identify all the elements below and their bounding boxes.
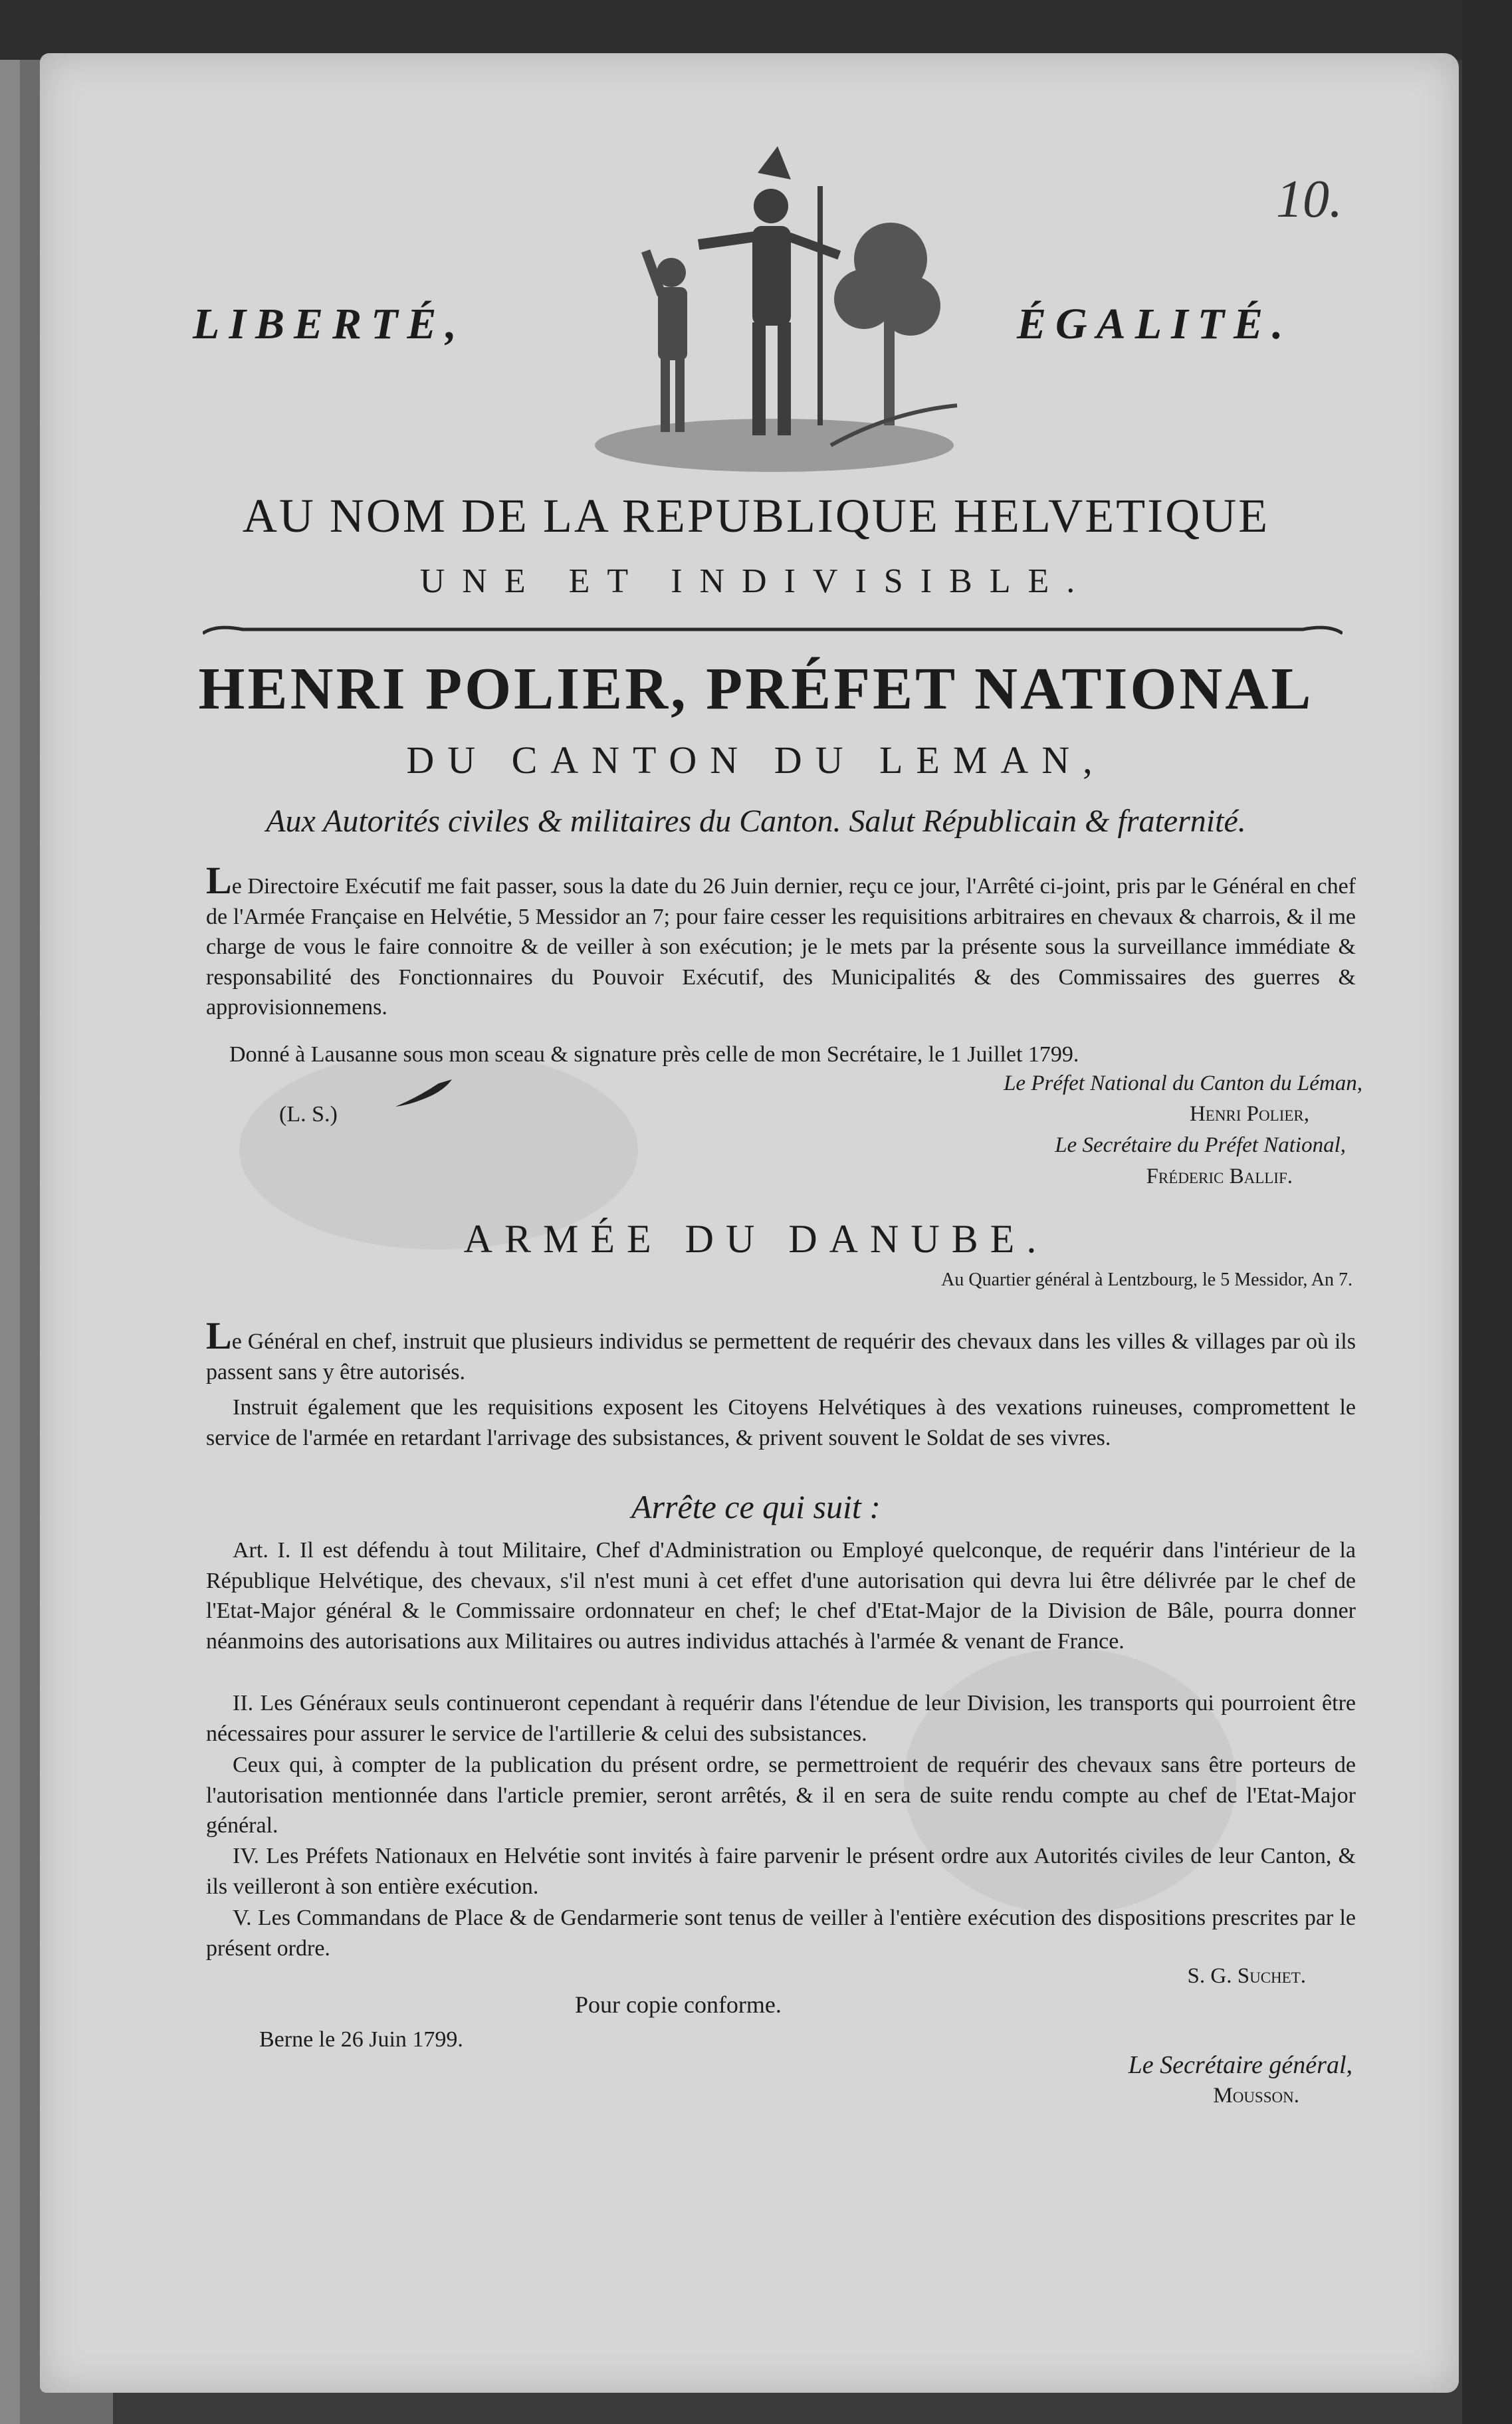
seal-mark: (L. S.): [279, 1102, 338, 1127]
prefect-signature-title: Le Préfet National du Canton du Léman,: [1004, 1071, 1362, 1095]
vignette-tree: [834, 223, 940, 425]
prefect-heading: HENRI POLIER, PRÉFET NATIONAL: [198, 656, 1314, 722]
article-2: II. Les Généraux seuls continueront cependant à requérir dans l'étendue de leur Division, les transports qui pourroient être nécessaires pour assurer le service de l'artillerie & celui des subsistances.: [206, 1691, 1356, 1746]
order-intro-paragraph: [206, 1314, 1356, 1387]
dropcap-letter: L: [206, 1314, 232, 1357]
secretary-general-name: Mousson.: [1213, 2084, 1299, 2108]
headquarters-line: Au Quartier général à Lentzbourg, le 5 Messidor, An 7.: [941, 1269, 1352, 1290]
proclamation-text: e Directoire Exécutif me fait passer, sous la date du 26 Juin dernier, reçu ce jour, l'Arrêté ci-joint, pris par le Général en chef de l'Armée Française en Helvétie, 5 Messidor an 7; pour faire cesser les requisitions arbitraires en chevaux & charrois, & il me charge de vous le faire connoitre & de veiller à son exécution; je le mets par la présente sous la surveillance immédiate & responsabilité des Fonctionnaires du Pouvoir Exécutif, des Municipalités & des Commissaires des guerres & approvisionnemens.: [206, 874, 1356, 1020]
canton-subheading: DU CANTON DU LEMAN,: [406, 738, 1106, 782]
motto-liberte: LIBERTÉ,: [193, 300, 466, 348]
scan-backdrop-top: [0, 0, 1512, 60]
prefect-signature-name: Henri Polier,: [1189, 1102, 1309, 1126]
general-signature: S. G. Suchet.: [1187, 1964, 1306, 1988]
given-at-line: Donné à Lausanne sous mon sceau & signature près celle de mon Secrétaire, le 1 Juillet 1799.: [229, 1042, 1079, 1067]
vignette-tell-and-son-illustration: [578, 133, 970, 479]
article-4: IV. Les Préfets Nationaux en Helvétie sont invités à faire parvenir le présent ordre aux Autorités civiles de leur Canton, & ils veilleront à son entière exécution.: [206, 1844, 1356, 1899]
dropcap-letter: L: [206, 859, 232, 902]
salutation-line: Aux Autorités civiles & militaires du Canton. Salut Républicain & fraternité.: [266, 804, 1246, 839]
article-3: Ceux qui, à compter de la publication du présent ordre, se permettroient de requérir des chevaux sans être porteurs de l'autorisation mentionnée dans l'article premier, seront arrêtés, & il en sera de suite rendu compte au chef de l'Etat-Major général.: [206, 1753, 1356, 1838]
indivisible-subheading: UNE ET INDIVISIBLE.: [419, 562, 1093, 600]
article-1: Art. I. Il est défendu à tout Militaire, Chef d'Administration ou Employé quelconque, de requérir dans l'intérieur de la République Helvétique, des chevaux, s'il n'est muni à cet effet d'une autorisation qui devra lui être délivrée par le chef de l'Etat-Major général & le Commissaire ordonnateur en chef; le chef d'Etat-Major de la Division de Bâle, pourra donner néanmoins des autorisations aux Militaires ou autres individus attachés à l'armée & venant de France.: [206, 1538, 1356, 1654]
page-number: 10.: [1276, 170, 1343, 229]
certified-copy-line: Pour copie conforme.: [575, 1991, 782, 2018]
ornamental-rule: [203, 621, 1343, 639]
vignette-ground: [595, 419, 954, 472]
proclamation-paragraph: [206, 859, 1356, 1023]
scan-backdrop-right: [1462, 0, 1512, 2424]
order-second-paragraph: Instruit également que les requisitions exposent les Citoyens Helvétiques à des vexations ruineuses, compromettent le service de l'armée en retardant l'arrivage des subsistances, & privent souvent le Soldat de ses vivres.: [206, 1395, 1356, 1450]
vignette-child-figure: [641, 249, 687, 432]
secretary-signature-name: Fréderic Ballif.: [1146, 1164, 1293, 1188]
scan-backdrop-edge: [0, 0, 20, 2424]
vignette-man-figure: [698, 146, 841, 435]
place-date-line: Berne le 26 Juin 1799.: [259, 2027, 463, 2052]
army-heading: ARMÉE DU DANUBE.: [463, 1217, 1049, 1261]
secretary-signature-title: Le Secrétaire du Préfet National,: [1055, 1133, 1346, 1157]
secretary-general-title: Le Secrétaire général,: [1128, 2051, 1352, 2079]
article-5: V. Les Commandans de Place & de Gendarmerie sont tenus de veiller à l'entière exécution des dispositions prescrites par le présent ordre.: [206, 1906, 1356, 1961]
republic-heading: AU NOM DE LA REPUBLIQUE HELVETIQUE: [242, 489, 1270, 542]
order-intro-text: e Général en chef, instruit que plusieurs individus se permettent de requérir des chevaux dans les villes & villages par où ils passent sans y être autorisés.: [206, 1329, 1356, 1384]
motto-egalite: ÉGALITÉ.: [1017, 300, 1293, 348]
decrees-heading: Arrête ce qui suit :: [631, 1488, 881, 1525]
ink-blot-mark: [392, 1077, 465, 1110]
